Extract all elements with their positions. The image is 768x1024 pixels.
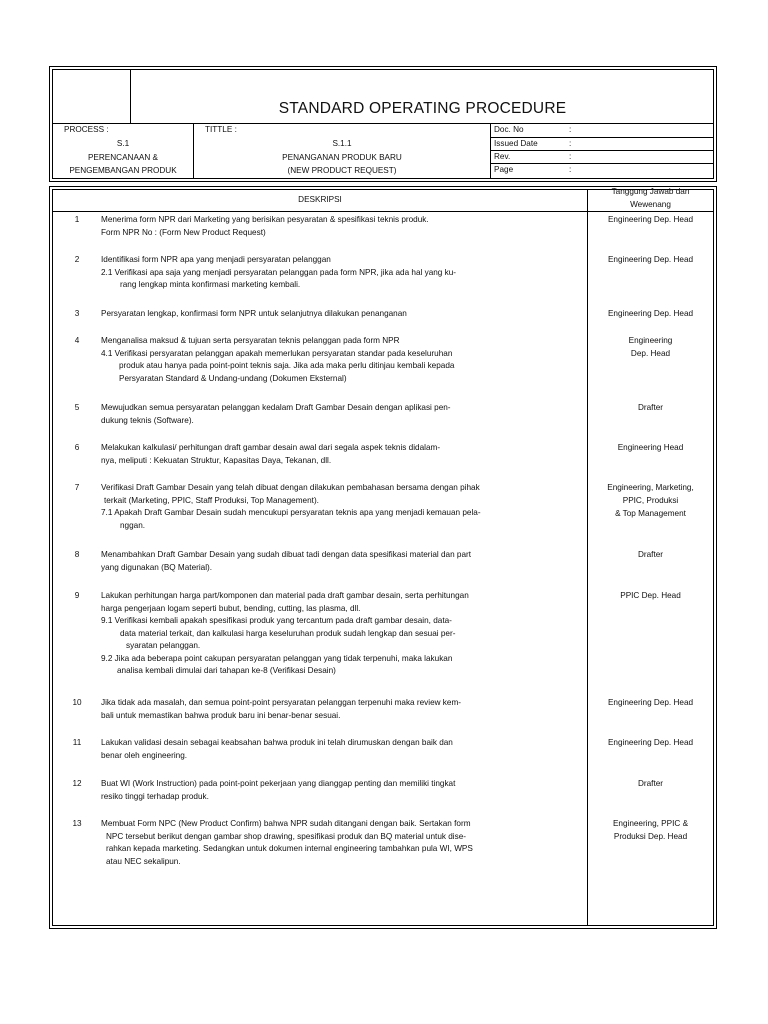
meta-page-sep: : — [569, 165, 572, 174]
step-description-line: Menganalisa maksud & tujuan serta persyaratan teknis pelanggan pada form NPR — [101, 336, 400, 345]
step-description-line: bali untuk memastikan bahwa produk baru ini benar-benar sesuai. — [101, 710, 341, 720]
step-description-line: Menambahkan Draft Gambar Desain yang sudah dibuat tadi dengan data spesifikasi material dan part — [101, 550, 472, 559]
step-responsibility — [588, 698, 713, 711]
step-responsibility-line: PPIC, Produksi — [622, 496, 679, 505]
step-number: 10 — [72, 698, 82, 707]
meta-divider-2 — [490, 150, 714, 151]
step-responsibility-line: Drafter — [637, 403, 664, 412]
meta-rev-label: Rev. — [494, 152, 511, 161]
step-description — [101, 779, 581, 804]
step-responsibility — [588, 309, 713, 322]
meta-page-label: Page — [494, 165, 514, 174]
title-code: S.1.1 — [332, 139, 352, 148]
step-responsibility-line: Engineering Dep. Head — [607, 698, 694, 707]
step-description-line: Membuat Form NPC (New Product Confirm) bahwa NPR sudah ditangani dengan baik. Sertakan form — [101, 819, 471, 828]
header-col-divider-2 — [490, 123, 491, 179]
step-description-line: 4.1 Verifikasi persyaratan pelanggan apakah memerlukan persyaratan standar pada keseluruhan — [101, 348, 453, 358]
step-description-line: 7.1 Apakah Draft Gambar Desain sudah mencukupi persyaratan teknis apa yang menjadi kemauan pela- — [101, 508, 481, 517]
step-description-line: harga pengerjaan logam seperti bubut, bending, cutting, las plasma, dll. — [101, 603, 361, 613]
step-description — [101, 698, 581, 723]
column-header-responsibility-line-2: Wewenang — [630, 200, 671, 209]
logo-placeholder — [52, 69, 131, 123]
step-description-line: rahkan kepada marketing. Sedangkan untuk dokumen internal engineering tambahkan pula WI, WPS — [106, 844, 473, 853]
meta-rev-sep: : — [569, 152, 572, 161]
meta-issued-label: Issued Date — [494, 139, 538, 148]
table-header-divider — [52, 211, 714, 212]
step-description-line: syaratan pelanggan. — [126, 641, 201, 650]
column-header-responsibility-line-1: Tanggung Jawab dan — [611, 187, 690, 196]
step-responsibility-line: Engineering Dep. Head — [607, 255, 694, 264]
meta-issued-sep: : — [569, 139, 572, 148]
step-responsibility — [588, 483, 713, 522]
step-description — [101, 738, 581, 763]
step-description — [101, 403, 581, 428]
step-description — [101, 255, 581, 293]
step-description-line: Lakukan validasi desain sebagai keabsahan bahwa produk ini telah dirumuskan dengan baik dan — [101, 738, 453, 747]
meta-docno-label: Doc. No — [494, 125, 524, 134]
step-responsibility-line: Drafter — [637, 779, 664, 788]
step-responsibility-line: Drafter — [637, 550, 664, 559]
process-name-line-2: PENGEMBANGAN PRODUK — [69, 166, 177, 175]
step-description-line: Menerima form NPR dari Marketing yang berisikan pesyaratan & spesifikasi teknis produk. — [101, 215, 429, 224]
step-number: 4 — [74, 336, 80, 345]
step-description-line: terkait (Marketing, PPIC, Staff Produksi, Top Management). — [104, 495, 319, 505]
step-responsibility — [588, 819, 713, 845]
title-name-line-1: PENANGANAN PRODUK BARU — [282, 153, 402, 162]
step-responsibility — [588, 403, 713, 416]
step-description — [101, 550, 581, 575]
step-description — [101, 336, 581, 386]
title-name-line-2: (NEW PRODUCT REQUEST) — [287, 166, 397, 175]
step-description-line: Mewujudkan semua persyaratan pelanggan kedalam Draft Gambar Desain dengan aplikasi pen- — [101, 403, 451, 412]
meta-docno-sep: : — [569, 125, 572, 134]
step-description-line: atau NEC sekalipun. — [106, 856, 181, 866]
document-title: STANDARD OPERATING PROCEDURE — [278, 100, 567, 117]
process-code: S.1 — [116, 139, 130, 148]
step-description-line: Form NPR No : (Form New Product Request) — [101, 227, 266, 237]
step-responsibility-line: & Top Management — [615, 509, 686, 518]
step-description-line: dukung teknis (Software). — [101, 415, 194, 425]
step-responsibility-line: Engineering — [628, 336, 673, 345]
step-description-line: NPC tersebut berikut dengan gambar shop drawing, spesifikasi produk dan BQ material untuk dise- — [106, 831, 466, 841]
step-description-line: 2.1 Verifikasi apa saja yang menjadi persyaratan pelanggan pada form NPR, jika ada hal yang ku- — [101, 267, 457, 277]
process-name-line-1: PERENCANAAN & — [87, 153, 159, 162]
meta-divider-3 — [490, 163, 714, 164]
step-description-line: 9.2 Jika ada beberapa point cakupan persyaratan pelanggan yang tidak terpenuhi, maka lakukan — [101, 653, 453, 663]
step-description — [101, 215, 581, 240]
step-responsibility — [588, 215, 713, 228]
step-description-line: nggan. — [120, 520, 146, 530]
step-description-line: Jika tidak ada masalah, dan semua point-point persyaratan pelanggan terpenuhi maka review kem- — [101, 698, 462, 707]
step-description-line: resiko tinggi terhadap produk. — [101, 791, 209, 801]
step-description-line: nya, meliputi : Kekuatan Struktur, Kapasitas Daya, Tekanan, dll. — [101, 455, 332, 465]
step-description-line: analisa kembali dimulai dari tahapan ke-8 (Verifikasi Desain) — [117, 666, 336, 675]
step-responsibility-line: Engineering Head — [617, 443, 684, 452]
step-number: 11 — [72, 738, 82, 747]
step-description-line: produk atau hanya pada point-point teknis saja. Jika ada maka perlu ditinjau kembali kepada — [119, 361, 455, 370]
step-responsibility — [588, 779, 713, 792]
step-number: 12 — [72, 779, 82, 788]
step-number: 5 — [74, 403, 80, 412]
step-number: 9 — [74, 591, 80, 600]
step-number: 2 — [74, 255, 80, 264]
step-number: 13 — [72, 819, 82, 828]
step-number: 7 — [74, 483, 80, 492]
step-responsibility — [588, 591, 713, 604]
step-responsibility-line: Engineering, Marketing, — [607, 483, 694, 492]
process-label: PROCESS : — [64, 125, 109, 134]
step-description — [101, 309, 581, 322]
step-responsibility — [588, 443, 713, 456]
title-label: TITTLE : — [205, 125, 237, 134]
step-responsibility-line: PPIC Dep. Head — [620, 591, 681, 600]
step-number: 1 — [74, 215, 80, 224]
meta-divider-1 — [490, 137, 714, 138]
step-description-line: Persyaratan Standard & Undang-undang (Dokumen Eksternal) — [119, 373, 347, 383]
step-description-line: data material terkait, dan kalkulasi harga keseluruhan produk sudah lengkap dan sesuai per- — [120, 628, 456, 638]
step-description-line: Buat WI (Work Instruction) pada point-point pekerjaan yang dianggap penting dan memiliki tingkat — [101, 779, 456, 788]
step-responsibility-line: Produksi Dep. Head — [613, 832, 688, 841]
step-responsibility-line: Dep. Head — [630, 349, 671, 358]
step-description — [101, 591, 581, 679]
step-description-line: yang digunakan (BQ Material). — [101, 562, 213, 572]
step-description — [101, 819, 581, 869]
step-description-line: 9.1 Verifikasi kembali apakah spesifikasi produk yang tercantum pada draft gambar desain, data- — [101, 616, 452, 625]
step-description-line: Identifikasi form NPR apa yang menjadi persyaratan pelanggan — [101, 255, 331, 264]
step-description — [101, 443, 581, 468]
step-description-line: Verifikasi Draft Gambar Desain yang telah dibuat dengan dilakukan pembahasan bersama dengan pihak — [101, 483, 480, 492]
step-responsibility-line: Engineering Dep. Head — [607, 738, 694, 747]
step-responsibility-line: Engineering, PPIC & — [612, 819, 689, 828]
step-responsibility-line: Engineering Dep. Head — [607, 215, 694, 224]
step-responsibility — [588, 255, 713, 268]
step-number: 3 — [74, 309, 80, 318]
step-description — [101, 483, 581, 533]
step-number: 8 — [74, 550, 80, 559]
step-number: 6 — [74, 443, 80, 452]
step-responsibility — [588, 550, 713, 563]
step-description-line: Lakukan perhitungan harga part/komponen dan material pada draft gambar desain, serta perhitungan — [101, 591, 469, 600]
step-responsibility — [588, 738, 713, 751]
step-description-line: Melakukan kalkulasi/ perhitungan draft gambar desain awal dari segala aspek teknis didalam- — [101, 443, 441, 452]
step-responsibility — [588, 336, 713, 362]
step-responsibility-line: Engineering Dep. Head — [607, 309, 694, 318]
step-description-line: benar oleh engineering. — [101, 750, 188, 760]
step-description-line: Persyaratan lengkap, konfirmasi form NPR untuk selanjutnya dilakukan penanganan — [101, 309, 407, 318]
header-divider — [52, 123, 714, 124]
column-header-deskripsi: DESKRIPSI — [298, 195, 342, 204]
step-description-line: rang lengkap minta konfirmasi marketing kembali. — [120, 280, 301, 289]
